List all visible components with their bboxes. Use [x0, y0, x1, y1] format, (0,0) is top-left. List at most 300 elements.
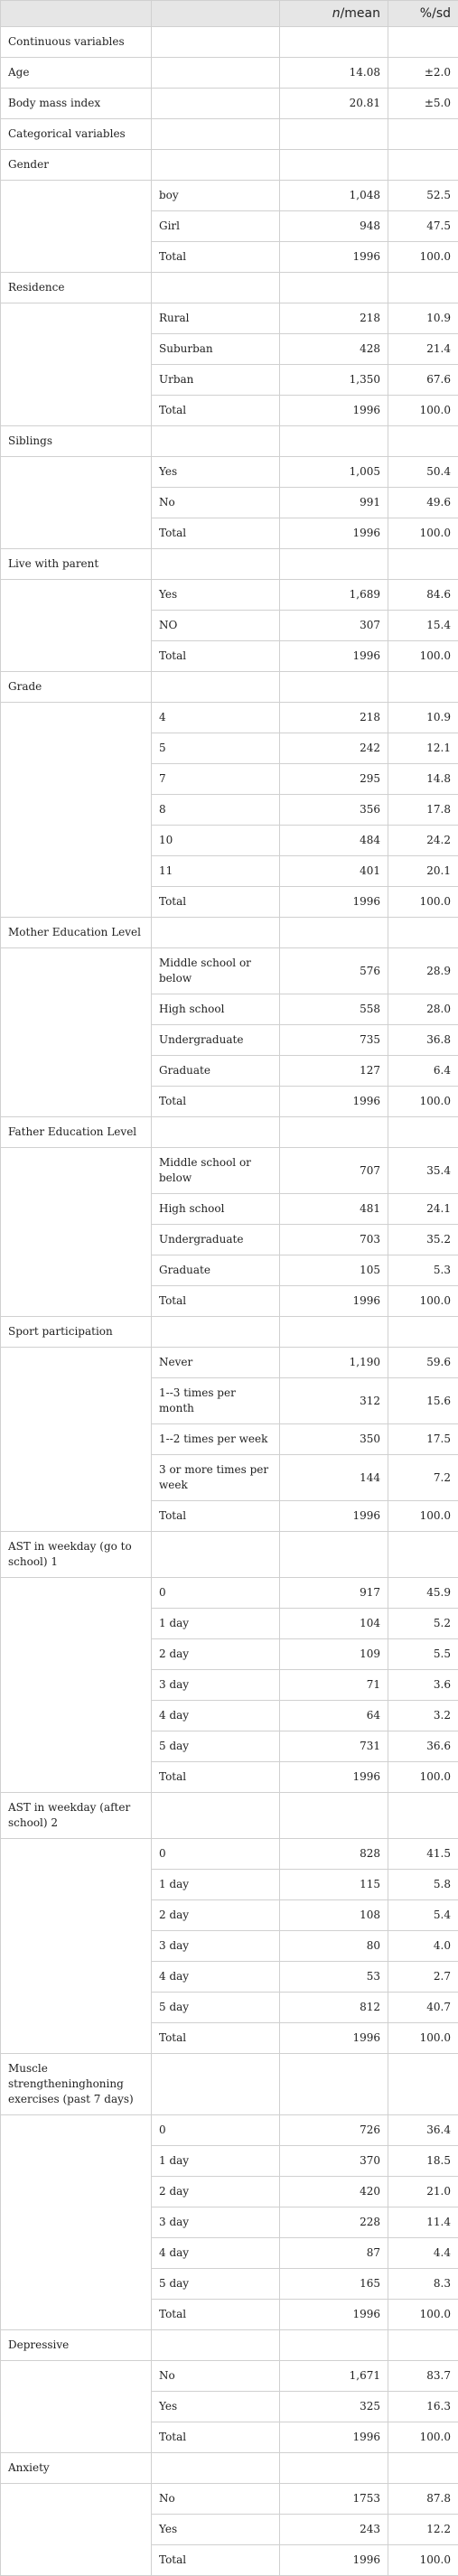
pct-sd-value: 5.5	[388, 1639, 458, 1670]
n-mean-value: 1,190	[280, 1348, 388, 1378]
pct-sd-value: 17.8	[388, 795, 458, 826]
section-title: Depressive	[1, 2330, 152, 2361]
table-row	[1, 1148, 458, 1194]
n-mean-value: 828	[280, 1839, 388, 1870]
section-row	[1, 426, 458, 457]
section-title: AST in weekday (go to school) 1	[1, 1532, 152, 1578]
category-label: Yes	[152, 457, 280, 488]
n-mean-value: 726	[280, 2115, 388, 2146]
n-mean-value: 115	[280, 1870, 388, 1900]
pct-sd-value: 100.0	[388, 1286, 458, 1317]
group-spacer	[1, 2115, 152, 2330]
category-label: 0	[152, 1839, 280, 1870]
n-mean-value	[280, 273, 388, 303]
section-row	[1, 1793, 458, 1839]
pct-sd-value: 6.4	[388, 1056, 458, 1087]
n-mean-value: 350	[280, 1424, 388, 1455]
category-cell	[152, 2330, 280, 2361]
pct-sd-value: 100.0	[388, 518, 458, 549]
pct-sd-value: 40.7	[388, 1993, 458, 2023]
section-row	[1, 1317, 458, 1348]
pct-sd-value: 17.5	[388, 1424, 458, 1455]
section-row	[1, 150, 458, 181]
category-label: 3 day	[152, 2207, 280, 2238]
category-cell	[152, 150, 280, 181]
n-mean-value: 370	[280, 2146, 388, 2177]
category-label: Graduate	[152, 1056, 280, 1087]
pct-sd-value	[388, 150, 458, 181]
table-row	[1, 303, 458, 334]
pct-sd-value: 10.9	[388, 703, 458, 733]
category-label: No	[152, 2361, 280, 2392]
pct-sd-value: 12.2	[388, 2515, 458, 2545]
group-spacer	[1, 948, 152, 1117]
pct-sd-value	[388, 1793, 458, 1839]
table-row	[1, 1348, 458, 1378]
pct-sd-value: 36.8	[388, 1025, 458, 1056]
category-label: Total	[152, 518, 280, 549]
n-mean-value: 481	[280, 1194, 388, 1225]
category-label: 2 day	[152, 2177, 280, 2207]
category-label: 11	[152, 856, 280, 887]
n-mean-value: 356	[280, 795, 388, 826]
pct-sd-value: 45.9	[388, 1578, 458, 1609]
pct-sd-value	[388, 273, 458, 303]
category-label: 1 day	[152, 2146, 280, 2177]
category-cell	[152, 1117, 280, 1148]
category-label: Total	[152, 1286, 280, 1317]
category-label: 4 day	[152, 1701, 280, 1731]
section-row	[1, 2054, 458, 2115]
category-cell	[152, 58, 280, 89]
n-mean-value	[280, 2054, 388, 2115]
n-mean-value: 1996	[280, 1762, 388, 1793]
group-spacer	[1, 181, 152, 273]
table-row	[1, 1578, 458, 1609]
n-mean-value: 735	[280, 1025, 388, 1056]
section-title: AST in weekday (after school) 2	[1, 1793, 152, 1839]
pct-sd-value: 28.0	[388, 994, 458, 1025]
pct-sd-value: 21.4	[388, 334, 458, 365]
pct-sd-value: 5.2	[388, 1609, 458, 1639]
pct-sd-value: 100.0	[388, 1762, 458, 1793]
n-mean-value	[280, 549, 388, 580]
category-label: 0	[152, 1578, 280, 1609]
pct-sd-value: 16.3	[388, 2392, 458, 2422]
pct-sd-value: 47.5	[388, 211, 458, 242]
n-mean-value: 1,350	[280, 365, 388, 396]
category-label: 5 day	[152, 1993, 280, 2023]
header-n-italic: n	[332, 6, 341, 21]
n-mean-value: 295	[280, 764, 388, 795]
category-label: Rural	[152, 303, 280, 334]
category-label: 0	[152, 2115, 280, 2146]
n-mean-value: 104	[280, 1609, 388, 1639]
pct-sd-value: 100.0	[388, 2545, 458, 2576]
n-mean-value: 948	[280, 211, 388, 242]
n-mean-value: 218	[280, 303, 388, 334]
group-spacer	[1, 2484, 152, 2576]
pct-sd-value: 3.6	[388, 1670, 458, 1701]
category-label: Undergraduate	[152, 1225, 280, 1255]
pct-sd-value	[388, 27, 458, 58]
n-mean-value	[280, 918, 388, 948]
n-mean-value	[280, 1532, 388, 1578]
section-row	[1, 1117, 458, 1148]
pct-sd-value	[388, 426, 458, 457]
category-label: 1--2 times per week	[152, 1424, 280, 1455]
group-spacer	[1, 303, 152, 426]
n-mean-value	[280, 2330, 388, 2361]
category-cell	[152, 2453, 280, 2484]
section-row	[1, 672, 458, 703]
category-label: Total	[152, 242, 280, 273]
pct-sd-value: 100.0	[388, 2300, 458, 2330]
n-mean-value: 707	[280, 1148, 388, 1194]
category-label: 10	[152, 826, 280, 856]
section-title: Live with parent	[1, 549, 152, 580]
pct-sd-value: 5.8	[388, 1870, 458, 1900]
pct-sd-value: 11.4	[388, 2207, 458, 2238]
n-mean-value	[280, 1793, 388, 1839]
pct-sd-value	[388, 2330, 458, 2361]
n-mean-value: 307	[280, 611, 388, 641]
header-row	[1, 1, 458, 27]
n-mean-value: 80	[280, 1931, 388, 1962]
table-row	[1, 2115, 458, 2146]
n-mean-value: 1996	[280, 2300, 388, 2330]
n-mean-value: 87	[280, 2238, 388, 2269]
n-mean-value: 1996	[280, 641, 388, 672]
n-mean-value: 165	[280, 2269, 388, 2300]
n-mean-value: 1996	[280, 887, 388, 918]
category-label: 5 day	[152, 1731, 280, 1762]
n-mean-value	[280, 150, 388, 181]
n-mean-value: 242	[280, 733, 388, 764]
pct-sd-value: 84.6	[388, 580, 458, 611]
n-mean-value: 1,005	[280, 457, 388, 488]
category-cell	[152, 119, 280, 150]
category-label: 2 day	[152, 1639, 280, 1670]
pct-sd-value: 5.4	[388, 1900, 458, 1931]
group-spacer	[1, 457, 152, 549]
category-label: Total	[152, 887, 280, 918]
n-mean-value: 991	[280, 488, 388, 518]
variable-label: Body mass index	[1, 89, 152, 119]
n-mean-value: 105	[280, 1255, 388, 1286]
pct-sd-value: 36.6	[388, 1731, 458, 1762]
category-label: No	[152, 488, 280, 518]
category-label: Suburban	[152, 334, 280, 365]
table-row	[1, 89, 458, 119]
pct-sd-value: 50.4	[388, 457, 458, 488]
section-row	[1, 119, 458, 150]
category-label: Total	[152, 2023, 280, 2054]
category-label: 2 day	[152, 1900, 280, 1931]
n-mean-value: 1753	[280, 2484, 388, 2515]
category-label: Total	[152, 1501, 280, 1532]
category-cell	[152, 273, 280, 303]
category-cell	[152, 426, 280, 457]
n-mean-value: 1996	[280, 1286, 388, 1317]
category-label: Yes	[152, 580, 280, 611]
category-label: boy	[152, 181, 280, 211]
table-row	[1, 1839, 458, 1870]
category-label: Never	[152, 1348, 280, 1378]
n-mean-value: 14.08	[280, 58, 388, 89]
section-title: Gender	[1, 150, 152, 181]
pct-sd-value: 4.0	[388, 1931, 458, 1962]
table-row	[1, 457, 458, 488]
category-label: Girl	[152, 211, 280, 242]
pct-sd-value: 49.6	[388, 488, 458, 518]
pct-sd-value: 87.8	[388, 2484, 458, 2515]
n-mean-value: 243	[280, 2515, 388, 2545]
category-label: 4 day	[152, 1962, 280, 1993]
header-mean-suffix: /mean	[341, 6, 380, 21]
pct-sd-value: ±2.0	[388, 58, 458, 89]
pct-sd-value	[388, 672, 458, 703]
category-cell	[152, 2054, 280, 2115]
section-row	[1, 27, 458, 58]
n-mean-value: 1996	[280, 2422, 388, 2453]
category-label: 8	[152, 795, 280, 826]
category-label: 5	[152, 733, 280, 764]
pct-sd-value	[388, 1317, 458, 1348]
n-mean-value	[280, 426, 388, 457]
section-title: Sport participation	[1, 1317, 152, 1348]
category-label: Total	[152, 2545, 280, 2576]
pct-sd-value: 4.4	[388, 2238, 458, 2269]
category-cell	[152, 1793, 280, 1839]
pct-sd-value: 52.5	[388, 181, 458, 211]
pct-sd-value: 83.7	[388, 2361, 458, 2392]
n-mean-value: 1996	[280, 2023, 388, 2054]
n-mean-value: 731	[280, 1731, 388, 1762]
category-cell	[152, 672, 280, 703]
category-label: Yes	[152, 2515, 280, 2545]
n-mean-value: 109	[280, 1639, 388, 1670]
group-spacer	[1, 2361, 152, 2453]
category-label: 3 day	[152, 1670, 280, 1701]
pct-sd-value: 7.2	[388, 1455, 458, 1501]
n-mean-value	[280, 2453, 388, 2484]
category-label: Middle school or below	[152, 1148, 280, 1194]
table-row	[1, 2484, 458, 2515]
category-label: Yes	[152, 2392, 280, 2422]
section-title: Muscle strengtheninghoning exercises (past 7 days)	[1, 2054, 152, 2115]
pct-sd-value: 8.3	[388, 2269, 458, 2300]
pct-sd-value: 12.1	[388, 733, 458, 764]
n-mean-value	[280, 1117, 388, 1148]
pct-sd-value: 41.5	[388, 1839, 458, 1870]
category-label: Total	[152, 641, 280, 672]
n-mean-value: 401	[280, 856, 388, 887]
pct-sd-value: 100.0	[388, 2422, 458, 2453]
pct-sd-value: 18.5	[388, 2146, 458, 2177]
n-mean-value	[280, 1317, 388, 1348]
category-label: 4	[152, 703, 280, 733]
category-label: 1 day	[152, 1609, 280, 1639]
section-row	[1, 549, 458, 580]
table-row	[1, 948, 458, 994]
pct-sd-value: 100.0	[388, 641, 458, 672]
section-title: Residence	[1, 273, 152, 303]
pct-sd-value: 15.6	[388, 1378, 458, 1424]
n-mean-value: 484	[280, 826, 388, 856]
category-label: 1--3 times per month	[152, 1378, 280, 1424]
pct-sd-value: 100.0	[388, 2023, 458, 2054]
n-mean-value: 1996	[280, 1501, 388, 1532]
n-mean-value: 218	[280, 703, 388, 733]
pct-sd-value	[388, 1117, 458, 1148]
category-cell	[152, 89, 280, 119]
category-label: 3 day	[152, 1931, 280, 1962]
section-title: Mother Education Level	[1, 918, 152, 948]
pct-sd-value: 100.0	[388, 1087, 458, 1117]
pct-sd-value	[388, 2453, 458, 2484]
pct-sd-value: 21.0	[388, 2177, 458, 2207]
n-mean-value: 420	[280, 2177, 388, 2207]
n-mean-value: 312	[280, 1378, 388, 1424]
n-mean-value: 1996	[280, 396, 388, 426]
n-mean-value: 1,671	[280, 2361, 388, 2392]
section-row	[1, 918, 458, 948]
category-cell	[152, 1317, 280, 1348]
n-mean-value: 64	[280, 1701, 388, 1731]
pct-sd-value: 2.7	[388, 1962, 458, 1993]
group-spacer	[1, 1148, 152, 1317]
pct-sd-value: 35.4	[388, 1148, 458, 1194]
pct-sd-value: 5.3	[388, 1255, 458, 1286]
section-row	[1, 2453, 458, 2484]
n-mean-value: 71	[280, 1670, 388, 1701]
table-row	[1, 2361, 458, 2392]
pct-sd-value: 100.0	[388, 396, 458, 426]
category-cell	[152, 549, 280, 580]
group-spacer	[1, 580, 152, 672]
section-title: Categorical variables	[1, 119, 152, 150]
pct-sd-value: 3.2	[388, 1701, 458, 1731]
pct-sd-value: 59.6	[388, 1348, 458, 1378]
n-mean-value	[280, 672, 388, 703]
category-label: Total	[152, 396, 280, 426]
n-mean-value: 558	[280, 994, 388, 1025]
n-mean-value: 53	[280, 1962, 388, 1993]
category-label: High school	[152, 994, 280, 1025]
pct-sd-value: 100.0	[388, 887, 458, 918]
pct-sd-value	[388, 918, 458, 948]
pct-sd-value	[388, 2054, 458, 2115]
pct-sd-value: 10.9	[388, 303, 458, 334]
pct-sd-value: 36.4	[388, 2115, 458, 2146]
n-mean-value	[280, 119, 388, 150]
n-mean-value: 428	[280, 334, 388, 365]
pct-sd-value	[388, 549, 458, 580]
n-mean-value: 325	[280, 2392, 388, 2422]
table-row	[1, 181, 458, 211]
n-mean-value: 127	[280, 1056, 388, 1087]
pct-sd-value: 24.1	[388, 1194, 458, 1225]
pct-sd-value	[388, 119, 458, 150]
n-mean-value: 20.81	[280, 89, 388, 119]
n-mean-value: 228	[280, 2207, 388, 2238]
table-body	[1, 27, 458, 2576]
category-label: Total	[152, 1087, 280, 1117]
pct-sd-value: 20.1	[388, 856, 458, 887]
pct-sd-value: 24.2	[388, 826, 458, 856]
n-mean-value: 1996	[280, 242, 388, 273]
pct-sd-value: ±5.0	[388, 89, 458, 119]
table-row	[1, 580, 458, 611]
category-label: Total	[152, 1762, 280, 1793]
group-spacer	[1, 1839, 152, 2054]
category-label: Total	[152, 2300, 280, 2330]
category-label: 4 day	[152, 2238, 280, 2269]
table-row	[1, 703, 458, 733]
section-title: Grade	[1, 672, 152, 703]
category-label: 5 day	[152, 2269, 280, 2300]
category-cell	[152, 27, 280, 58]
category-label: 3 or more times per week	[152, 1455, 280, 1501]
group-spacer	[1, 703, 152, 918]
section-title: Anxiety	[1, 2453, 152, 2484]
section-row	[1, 1532, 458, 1578]
n-mean-value: 1996	[280, 2545, 388, 2576]
category-label: Undergraduate	[152, 1025, 280, 1056]
category-label: Total	[152, 2422, 280, 2453]
group-spacer	[1, 1348, 152, 1532]
pct-sd-value: 15.4	[388, 611, 458, 641]
header-variable	[1, 1, 152, 27]
section-row	[1, 2330, 458, 2361]
pct-sd-value: 28.9	[388, 948, 458, 994]
header-category	[152, 1, 280, 27]
group-spacer	[1, 1578, 152, 1793]
pct-sd-value: 14.8	[388, 764, 458, 795]
category-label: No	[152, 2484, 280, 2515]
variable-label: Age	[1, 58, 152, 89]
n-mean-value	[280, 27, 388, 58]
n-mean-value: 144	[280, 1455, 388, 1501]
n-mean-value: 812	[280, 1993, 388, 2023]
section-title: Continuous variables	[1, 27, 152, 58]
n-mean-value: 917	[280, 1578, 388, 1609]
category-cell	[152, 1532, 280, 1578]
section-title: Siblings	[1, 426, 152, 457]
header-n-mean	[280, 1, 388, 27]
category-label: Urban	[152, 365, 280, 396]
category-label: High school	[152, 1194, 280, 1225]
category-cell	[152, 918, 280, 948]
pct-sd-value	[388, 1532, 458, 1578]
n-mean-value: 576	[280, 948, 388, 994]
n-mean-value: 1,048	[280, 181, 388, 211]
section-title: Father Education Level	[1, 1117, 152, 1148]
n-mean-value: 1996	[280, 518, 388, 549]
table-row	[1, 58, 458, 89]
pct-sd-value: 100.0	[388, 1501, 458, 1532]
category-label: Graduate	[152, 1255, 280, 1286]
pct-sd-value: 100.0	[388, 242, 458, 273]
category-label: 7	[152, 764, 280, 795]
pct-sd-value: 67.6	[388, 365, 458, 396]
n-mean-value: 703	[280, 1225, 388, 1255]
n-mean-value: 1996	[280, 1087, 388, 1117]
n-mean-value: 108	[280, 1900, 388, 1931]
category-label: 1 day	[152, 1870, 280, 1900]
section-row	[1, 273, 458, 303]
